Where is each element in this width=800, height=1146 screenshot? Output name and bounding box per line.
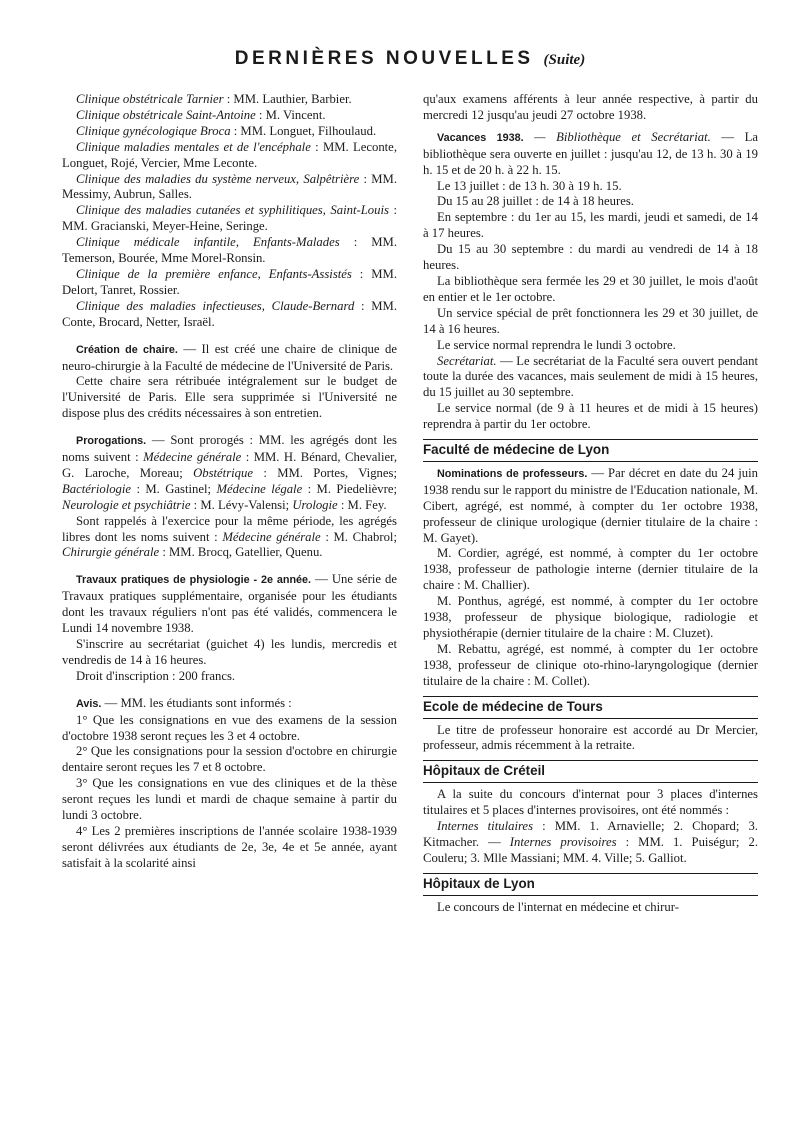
secretariat-paragraph-2: Le service normal (de 9 à 11 heures et de midi à 15 heures) reprendra à partir du 1er octobre. bbox=[423, 401, 758, 432]
nominations-paragraph: M. Cordier, agrégé, est nommé, à compter du 1er octobre 1938, professeur de pathologie interne (dernier titulaire de la chaire : M. Challier). bbox=[423, 546, 758, 593]
vacances-line: En septembre : du 1er au 15, les mardi, jeudi et samedi, de 14 à 17 heures. bbox=[423, 210, 758, 241]
clinic-entry: Clinique des maladies du système nerveux, Salpêtrière : MM. Messimy, Aubrun, Salles. bbox=[62, 171, 397, 202]
vacances-line: Le 13 juillet : de 13 h. 30 à 19 h. 15. bbox=[437, 178, 622, 193]
clinic-entry: Clinique de la première enfance, Enfants-Assistés : MM. Delort, Tanret, Rossier. bbox=[62, 266, 398, 297]
travaux-paragraph-2: S'inscrire au secrétariat (guichet 4) les lundis, mercredis et vendredis de 14 à 16 heures. bbox=[62, 637, 397, 667]
page-title-suite: (Suite) bbox=[543, 52, 586, 68]
lyon-hopitaux-paragraph: Le concours de l'internat en médecine et chirur- bbox=[437, 899, 679, 914]
vacances-line: Le service normal reprendra le lundi 3 octobre. bbox=[437, 337, 676, 352]
clinic-entry: Clinique obstétricale Tarnier : MM. Lauthier, Barbier. bbox=[76, 92, 352, 106]
left-column bbox=[62, 92, 397, 916]
creteil-internes: Internes titulaires : MM. 1. Arnavielle; 2. Chopard; 3. Kitmacher. — Internes provisoires : MM. 1. Puiségur; 2. Couleru; 3. Mlle Massiani; MM. 4. Ville; 5. Galliot. bbox=[423, 819, 759, 865]
continued-paragraph: qu'aux examens afférents à leur année respective, à partir du mercredi 12 jusqu'au jeudi 27 octobre 1938. bbox=[423, 92, 758, 122]
prorogations-paragraph-2: Sont rappelés à l'exercice pour la même période, les agrégés libres dont les noms suivent : Médecine générale : M. Chabrol; Chirurgie générale : MM. Brocq, Gatellier, Quenu. bbox=[62, 513, 397, 560]
vacances-line: Un service spécial de prêt fonctionnera les 29 et 30 juillet, de 14 à 16 heures. bbox=[423, 305, 758, 336]
clinic-entry: Clinique gynécologique Broca : MM. Longuet, Filhoulaud. bbox=[76, 123, 377, 138]
right-column bbox=[423, 92, 758, 916]
clinic-entry: Clinique maladies mentales et de l'encéphale : MM. Leconte, Longuet, Rojé, Vercier, Mme Leconte. bbox=[62, 139, 397, 170]
travaux-paragraph: Travaux pratiques de physiologie - 2e année. — Une série de Travaux pratiques supplémentaire, organisée pour les étudiants dont les travaux réguliers n'ont pas été validés, commencera le Lundi 14 novembre 1938. bbox=[62, 572, 397, 636]
travaux-paragraph-3: Droit d'inscription : 200 francs. bbox=[76, 668, 236, 683]
tours-paragraph: Le titre de professeur honoraire est accordé au Dr Mercier, professeur, admis récemment à la retraite. bbox=[423, 722, 758, 753]
avis-item: 2° Que les consignations pour la session d'octobre en chirurgie dentaire seront reçues les 7 et 8 octobre. bbox=[62, 744, 397, 775]
vacances-paragraph: Vacances 1938. — Bibliothèque et Secrétariat. — La bibliothèque sera ouverte en juillet : jusqu'au 12, de 13 h. 30 à 19 h. 15 et de 20 h. à 22 h. 15. bbox=[423, 129, 758, 177]
secretariat-paragraph: Secrétariat. — Le secrétariat de la Faculté sera ouvert pendant toute la durée des vacances, mais seulement de midi à 15 heures, du 15 juillet au 30 septembre. bbox=[423, 353, 758, 400]
creteil-paragraph: A la suite du concours d'internat pour 3 places d'internes titulaires et 5 places d'internes provisoires, ont été nommés : bbox=[423, 787, 758, 818]
nominations-paragraph: M. Ponthus, agrégé, est nommé, à compter du 1er octobre 1938, professeur de physique biologique, radiologie et physiothérapie (dernier titulaire de la chaire : M. Cluzet). bbox=[423, 594, 758, 640]
nominations-paragraph: M. Rebattu, agrégé, est nommé, à compter du 1er octobre 1938, professeur de clinique oto-rhino-laryngologique (dernier titulaire de la chaire : M. Collet). bbox=[423, 641, 758, 688]
page-title: DERNIÈRES NOUVELLES bbox=[234, 48, 534, 69]
section-heading-tours: Ecole de médecine de Tours bbox=[423, 696, 758, 719]
vacances-line: Du 15 au 28 juillet : de 14 à 18 heures. bbox=[437, 194, 634, 209]
avis-item: 3° Que les consignations en vue des cliniques et de la thèse seront reçues les lundi et mardi de chaque semaine à partir du lundi 3 octobre. bbox=[62, 776, 397, 823]
clinic-entry: Clinique obstétricale Saint-Antoine : M. Vincent. bbox=[76, 107, 326, 122]
creation-paragraph-2: Cette chaire sera rétribuée intégralement sur le budget de l'Université de Paris. Elle sera supprimée si l'Université ne dispose plus des crédits nécessaires à son entretien. bbox=[62, 374, 397, 421]
vacances-line: La bibliothèque sera fermée les 29 et 30 juillet, le mois d'août en entier et le 1er octobre. bbox=[423, 273, 758, 304]
prorogations-paragraph: Prorogations. — Sont prorogés : MM. les agrégés dont les noms suivent : Médecine générale : MM. H. Bénard, Chevalier, G. Laroche, Moreau; Obstétrique : MM. Portes, Vignes; Bactériologie : M. Gastinel; Médecine légale : M. Piedelièvre; Neurologie et psychiâtrie : M. Lévy-Valensi; Urologie : M. Fey. bbox=[62, 433, 398, 512]
section-heading-lyon-hopitaux: Hôpitaux de Lyon bbox=[423, 873, 758, 896]
avis-paragraph: Avis. — MM. les étudiants sont informés : bbox=[76, 695, 292, 710]
page-header bbox=[62, 0, 758, 88]
section-heading-lyon-faculte: Faculté de médecine de Lyon bbox=[423, 439, 758, 462]
nominations-paragraph: Nominations de professeurs. — Par décret en date du 24 juin 1938 rendu sur le rapport du ministre de l'Education nationale, M. Cibert, agrégé, est nommé, à compter du 1er octobre 1938, professeur de clinique urologique (dernier titulaire de la chaire : M. Gayet). bbox=[423, 465, 759, 545]
avis-item: 4° Les 2 premières inscriptions de l'année scolaire 1938-1939 seront délivrées aux étudiants de 2e, 3e, 4e et 5e année, ayant satisfait à la scolarité ainsi bbox=[62, 823, 397, 870]
clinic-entry: Clinique des maladies infectieuses, Claude-Bernard : MM. Conte, Brocard, Netter, Israël. bbox=[62, 298, 397, 329]
vacances-line: Du 15 au 30 septembre : du mardi au vendredi de 14 à 18 heures. bbox=[423, 242, 758, 273]
clinic-entry: Clinique des maladies cutanées et syphilitiques, Saint-Louis : MM. Gracianski, Meyer-Heine, Seringe. bbox=[62, 203, 398, 234]
section-heading-creteil: Hôpitaux de Créteil bbox=[423, 760, 758, 783]
creation-paragraph: Création de chaire. — Il est créé une chaire de clinique de neuro-chirurgie à la Faculté de médecine de l'Université de Paris. bbox=[62, 341, 397, 373]
avis-item: 1° Que les consignations en vue des examens de la session d'octobre 1938 seront reçues les 3 et 4 octobre. bbox=[62, 712, 397, 743]
clinic-entry: Clinique médicale infantile, Enfants-Malades : MM. Temerson, Bourée, Mme Morel-Ronsin. bbox=[62, 235, 397, 266]
